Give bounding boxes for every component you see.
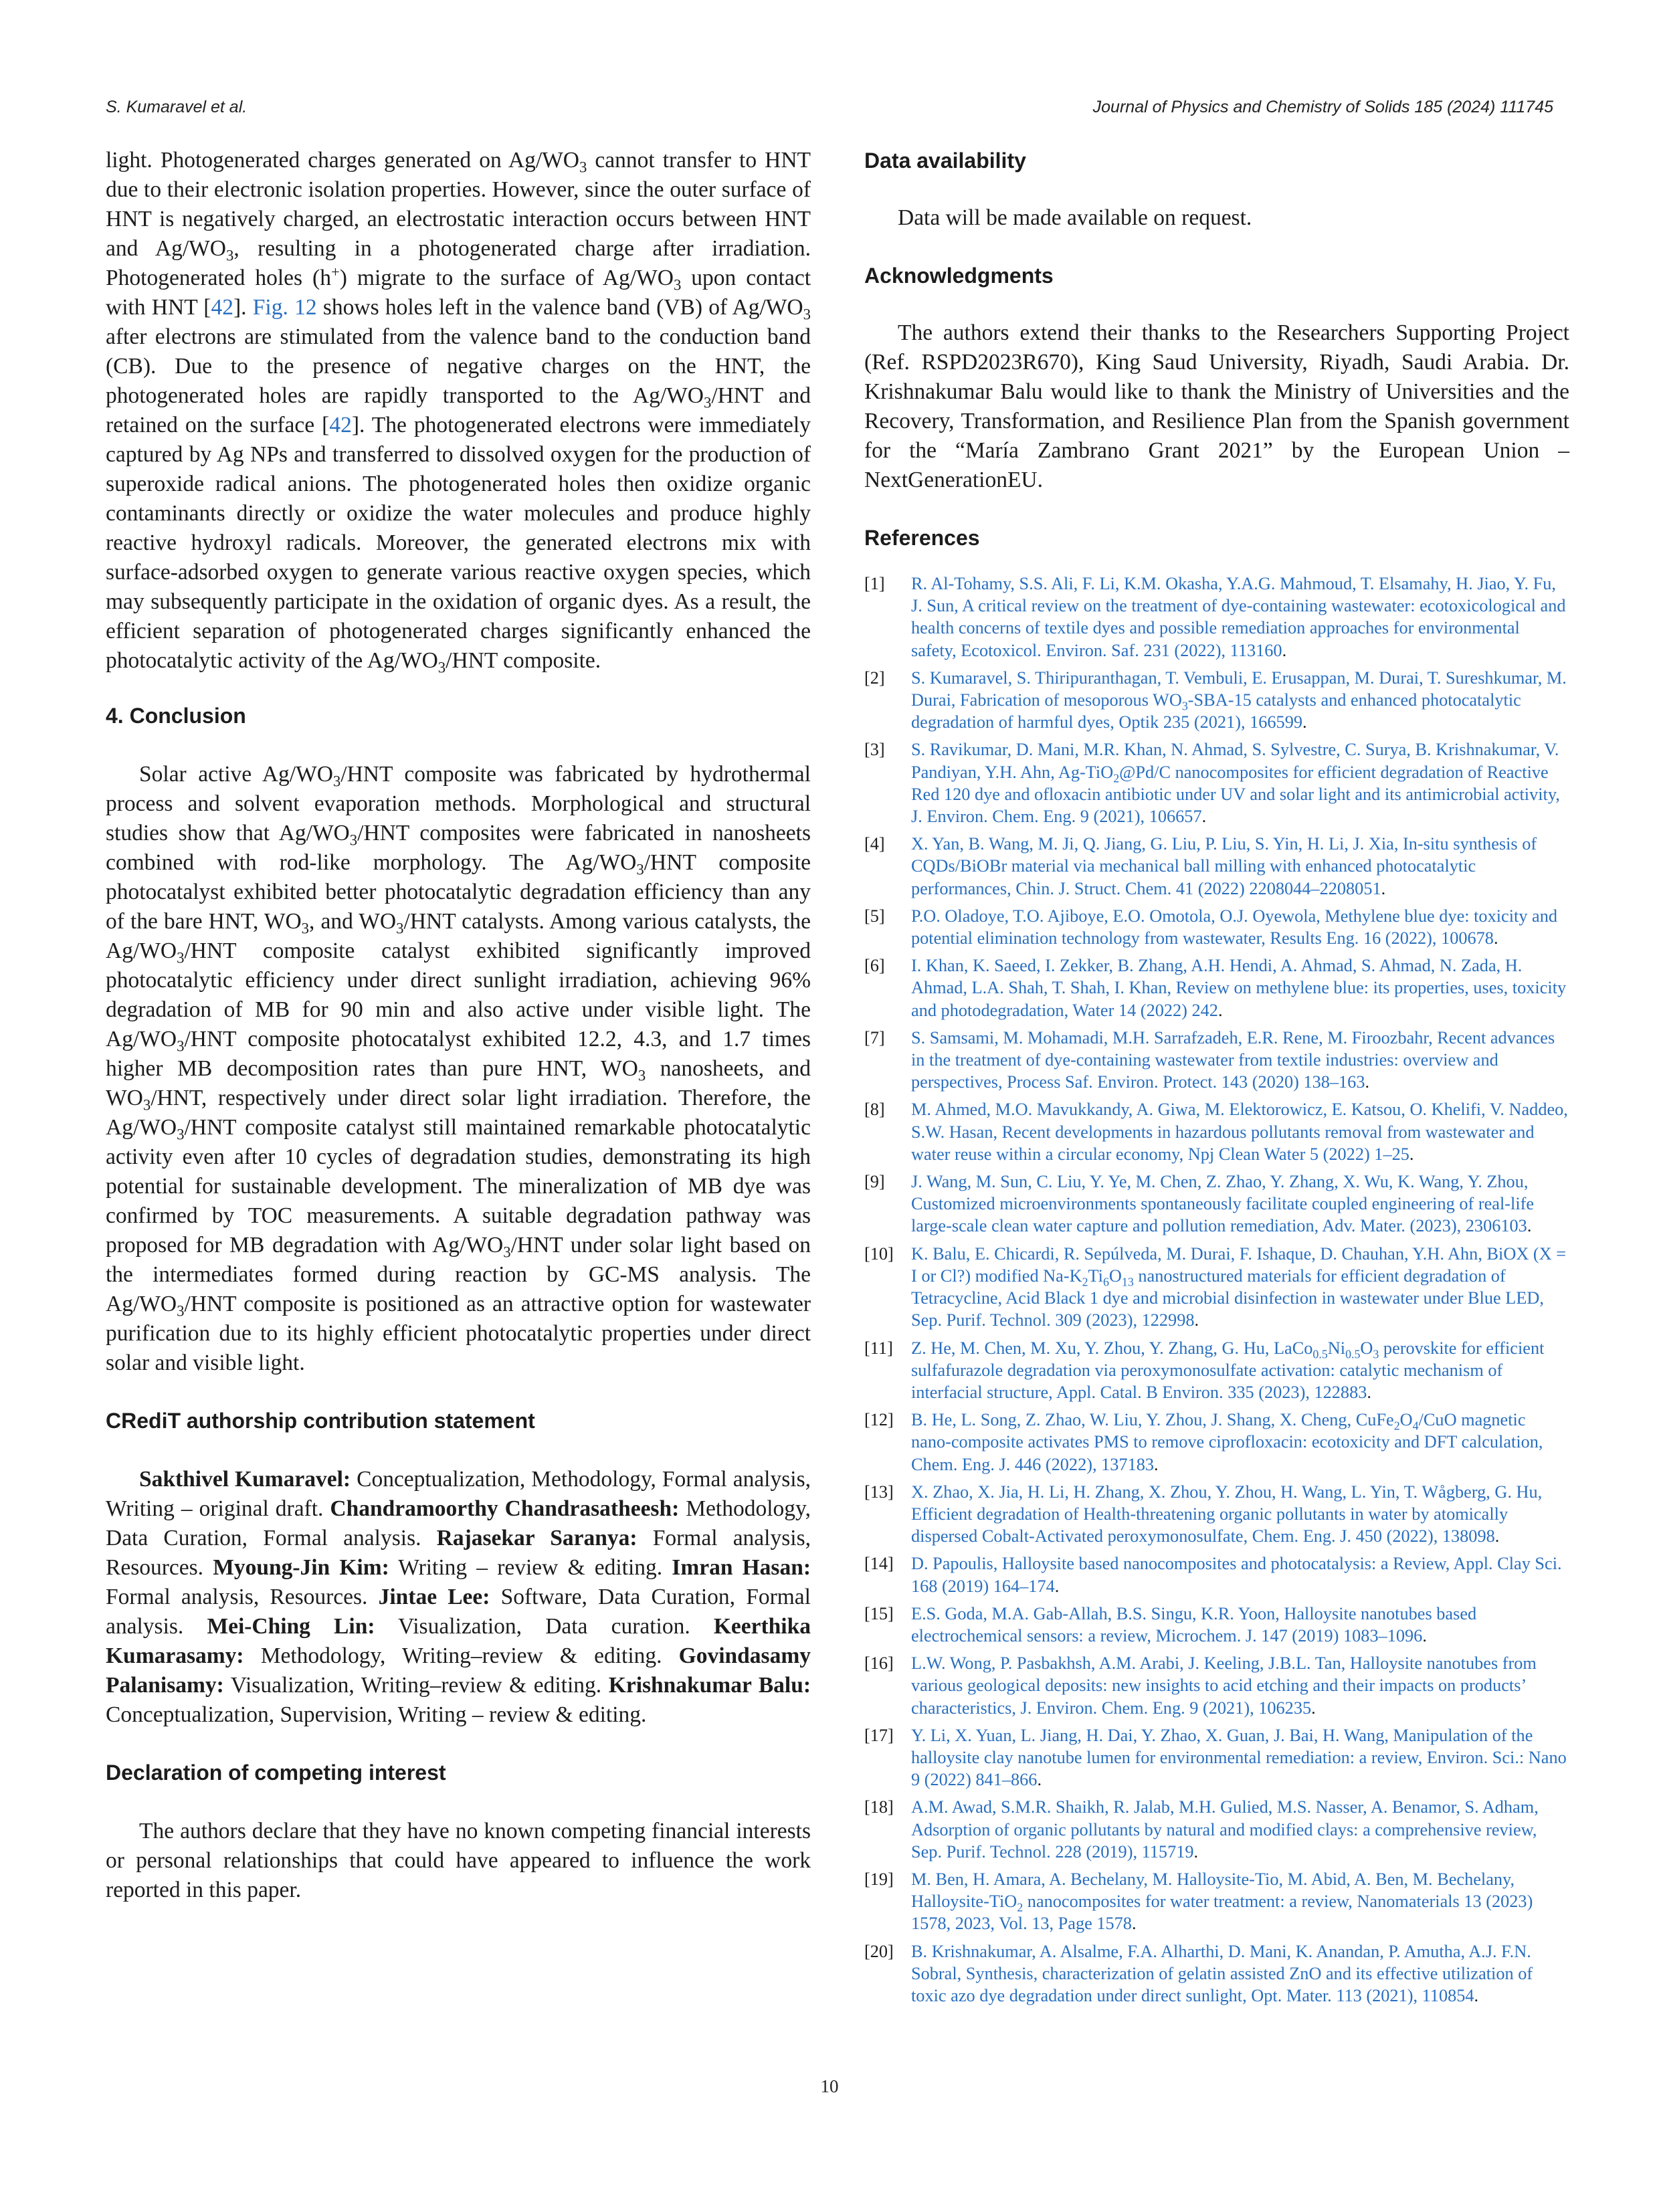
data-availability-paragraph: Data will be made available on request. bbox=[898, 205, 1252, 230]
acknowledgments-heading: Acknowledgments bbox=[864, 264, 1054, 288]
citation-link[interactable]: 42 bbox=[211, 295, 233, 320]
acknowledgments-paragraph: The authors extend their thanks to the Researchers Supporting Project (Ref. RSPD2023R670), King Saud University, Riyadh, Saudi Arabia. Dr. Krishnakumar Balu would like to thank the Ministry of Universities and the Recovery, Transformation, and Resilience Plan from the Spanish government for the “María Zambrano Grant 2021” by the European Union – NextGenerationEU. bbox=[864, 320, 1569, 492]
reference-item[interactable]: [18] A.M. Awad, S.M.R. Shaikh, R. Jalab, M.H. Gulied, M.S. Nasser, A. Benamor, S. Adham, Adsorption of organic pollutants by natural and modified clays: a comprehensive review, Sep. Purif. Technol. 228 (2019), 115719. bbox=[864, 1797, 1539, 1862]
data-availability-heading: Data availability bbox=[864, 148, 1026, 173]
references-heading: References bbox=[864, 526, 980, 550]
reference-item[interactable]: [20] B. Krishnakumar, A. Alsalme, F.A. Alharthi, D. Mani, K. Anandan, P. Amutha, A.J. F.N. Sobral, Synthesis, characterization of gelatin assisted ZnO and its effective utilization of toxic azo dye degradation under direct sunlight, Opt. Mater. 113 (2021), 110854. bbox=[864, 1941, 1533, 2005]
right-column bbox=[864, 146, 1569, 2012]
reference-item[interactable]: [10] K. Balu, E. Chicardi, R. Sepúlveda, M. Durai, F. Ishaque, D. Chauhan, Y.H. Ahn, BiOX (X = I or Cl?) modified $Na-K_2Ti_6O_{13}$ nanostructured materials for efficient degradation of Tetracycline, Acid Black 1 dye and microbial disinfection in wastewater under Blue LED, Sep. Purif. Technol. 309 (2023), 122998. bbox=[864, 1243, 1567, 1330]
reference-item[interactable]: [3] S. Ravikumar, D. Mani, M.R. Khan, N. Ahmad, S. Sylvestre, C. Surya, B. Krishnakumar, V. Pandiyan, Y.H. Ahn, Ag-TiO$_2$@Pd/C nanocomposites for efficient degradation of Reactive Red 120 dye and ofloxacin antibiotic under UV and solar light and its antimicrobial activity, J. Environ. Chem. Eng. 9 (2021), 106657. bbox=[864, 740, 1560, 827]
conclusion-paragraph: Solar active $Ag/WO_3$/HNT composite was fabricated by hydrothermal process and solvent evaporation methods. Morphological and structural studies show that $Ag/WO_3$/HNT composites were fabricated in nanosheets combined with rod-like morphology. The $Ag/WO_3$/HNT composite photocatalyst exhibited better photocatalytic degradation efficiency than any of the bare HNT, $WO_3$, and $WO_3$/HNT catalysts. Among various catalysts, the $Ag/WO_3$/HNT composite catalyst exhibited significantly improved photocatalytic efficiency under direct sunlight irradiation, achieving 96% degradation of MB for 90 min and also active under visible light. The $Ag/WO_3$/HNT composite photocatalyst exhibited 12.2, 4.3, and 1.7 times higher MB decomposition rates than pure HNT, $WO_3$ nanosheets, and $WO_3$/HNT, respectively under direct solar light irradiation. Therefore, the $Ag/WO_3$/HNT composite catalyst still maintained remarkable photocatalytic activity even after 10 cycles of degradation studies, demonstrating its high potential for sustainable development. The mineralization of MB dye was confirmed by TOC measurements. A suitable degradation pathway was proposed for MB degradation with $Ag/WO_3$/HNT under solar light based on the intermediates formed during reaction by GC-MS analysis. The $Ag/WO_3$/HNT composite is positioned as an attractive option for wastewater purification due to its highly efficient photocatalytic properties under direct solar and visible light. bbox=[106, 762, 811, 1375]
reference-item[interactable]: [13] X. Zhao, X. Jia, H. Li, H. Zhang, X. Zhou, Y. Zhou, H. Wang, L. Yin, T. Wågberg, G. Hu, Efficient degradation of Health-threatening organic pollutants in water by atomically dispersed Cobalt-Activated peroxymonosulfate, Chem. Eng. J. 450 (2022), 138098. bbox=[864, 1482, 1543, 1546]
reference-item[interactable]: [17] Y. Li, X. Yuan, L. Jiang, H. Dai, Y. Zhao, X. Guan, J. Bai, H. Wang, Manipulation of the halloysite clay nanotube lumen for environmental remediation: a review, Environ. Sci.: Nano 9 (2022) 841–866. bbox=[864, 1725, 1567, 1790]
reference-item[interactable]: [12] B. He, L. Song, Z. Zhao, W. Liu, Y. Zhou, J. Shang, X. Cheng, $CuFe_2O_4$/CuO magnetic nano-composite activates PMS to remove ciprofloxacin: ecotoxicity and DFT calculation, Chem. Eng. J. 446 (2022), 137183. bbox=[864, 1410, 1543, 1474]
page-number: 10 bbox=[820, 2076, 839, 2096]
mechanism-paragraph: light. Photogenerated charges generated on $Ag/WO_3$ cannot transfer to HNT due to their electronic isolation properties. However, since the outer surface of HNT is negatively charged, an electrostatic interaction occurs between HNT and $Ag/WO_3$, resulting in a photogenerated charge after irradiation. Photogenerated holes (h+) migrate to the surface of $Ag/WO_3$ upon contact with HNT [42]. Fig. 12 shows holes left in the valence band (VB) of $Ag/WO_3$ after electrons are stimulated from the valence band to the conduction band (CB). Due to the presence of negative charges on the HNT, the photogenerated holes are rapidly transported to the $Ag/WO_3$/HNT and retained on the surface [42]. The photogenerated electrons were immediately captured by Ag NPs and transferred to dissolved oxygen for the production of superoxide radical anions. The photogenerated holes then oxidize organic contaminants directly or oxidize the water molecules and produce highly reactive hydroxyl radicals. Moreover, the generated electrons mix with surface-adsorbed oxygen to generate various reactive oxygen species, which may subsequently participate in the oxidation of organic dyes. As a result, the efficient separation of photogenerated charges significantly enhanced the photocatalytic activity of the $Ag/WO_3$/HNT composite. bbox=[106, 148, 811, 676]
figure-link[interactable]: Fig. 12 bbox=[252, 295, 317, 320]
reference-item[interactable]: [11] Z. He, M. Chen, M. Xu, Y. Zhou, Y. Zhang, G. Hu, $LaCo_{0.5}Ni_{0.5}O_3$ perovskite for efficient sulfafurazole degradation via peroxymonosulfate activation: catalytic mechanism of interfacial structure, Appl. Catal. B Environ. 335 (2023), 122883. bbox=[864, 1338, 1545, 1402]
competing-interest-paragraph: The authors declare that they have no known competing financial interests or personal relationships that could have appeared to influence the work reported in this paper. bbox=[106, 1819, 811, 1902]
reference-item[interactable]: [7] S. Samsami, M. Mohamadi, M.H. Sarrafzadeh, E.R. Rene, M. Firoozbahr, Recent advances in the treatment of dye-containing wastewater from textile industries: overview and perspectives, Process Saf. Environ. Protect. 143 (2020) 138–163. bbox=[864, 1027, 1555, 1092]
left-column bbox=[106, 146, 811, 1905]
conclusion-heading: 4. Conclusion bbox=[106, 704, 246, 728]
competing-interest-heading: Declaration of competing interest bbox=[106, 1761, 446, 1785]
reference-item[interactable]: [15] E.S. Goda, M.A. Gab-Allah, B.S. Singu, K.R. Yoon, Halloysite nanotubes based electrochemical sensors: a review, Microchem. J. 147 (2019) 1083–1096. bbox=[864, 1603, 1477, 1645]
reference-list bbox=[864, 573, 1569, 2007]
reference-item[interactable]: [19] M. Ben, H. Amara, A. Bechelany, M. Halloysite-Tio, M. Abid, A. Ben, M. Bechelany, Halloysite-TiO$_2$ nanocomposites for water treatment: a review, Nanomaterials 13 (2023) 1578, 2023, Vol. 13, Page 1578. bbox=[864, 1869, 1533, 1934]
reference-item[interactable]: [2] S. Kumaravel, S. Thiripuranthagan, T. Vembuli, E. Erusappan, M. Durai, T. Sureshkumar, M. Durai, Fabrication of mesoporous $WO_3-SBA-15$ catalysts and enhanced photocatalytic degradation of harmful dyes, Optik 235 (2021), 166599. bbox=[864, 668, 1567, 732]
reference-item[interactable]: [5] P.O. Oladoye, T.O. Ajiboye, E.O. Omotola, O.J. Oyewola, Methylene blue dye: toxicity and potential elimination technology from wastewater, Results Eng. 16 (2022), 100678. bbox=[864, 906, 1558, 948]
reference-item[interactable]: [16] L.W. Wong, P. Pasbakhsh, A.M. Arabi, J. Keeling, J.B.L. Tan, Halloysite nanotubes from various geological deposits: new insights to acid etching and their impacts on products’ characteristics, J. Environ. Chem. Eng. 9 (2021), 106235. bbox=[864, 1653, 1537, 1718]
reference-item[interactable]: [9] J. Wang, M. Sun, C. Liu, Y. Ye, M. Chen, Z. Zhao, Y. Zhang, X. Wu, K. Wang, Y. Zhou, Customized microenvironments spontaneously facilitate coupled engineering of real-life large-scale clean water capture and pollution remediation, Adv. Mater. (2023), 2306103. bbox=[864, 1172, 1535, 1236]
reference-item[interactable]: [6] I. Khan, K. Saeed, I. Zekker, B. Zhang, A.H. Hendi, A. Ahmad, S. Ahmad, N. Zada, H. Ahmad, L.A. Shah, T. Shah, I. Khan, Review on methylene blue: its properties, uses, toxicity and photodegradation, Water 14 (2022) 242. bbox=[864, 956, 1567, 1020]
credit-paragraph: Sakthivel Kumaravel: Conceptualization, Methodology, Formal analysis, Writing – original draft. Chandramoorthy Chandrasatheesh: Methodology, Data Curation, Formal analysis. Rajasekar Saranya: Formal analysis, Resources. Myoung-Jin Kim: Writing – review & editing. Imran Hasan: Formal analysis, Resources. Jintae Lee: Software, Data Curation, Formal analysis. Mei-Ching Lin: Visualization, Data curation. Keerthika Kumarasamy: Methodology, Writing–review & editing. Govindasamy Palanisamy: Visualization, Writing–review & editing. Krishnakumar Balu: Conceptualization, Supervision, Writing – review & editing. bbox=[106, 1467, 811, 1727]
reference-item[interactable]: [8] M. Ahmed, M.O. Mavukkandy, A. Giwa, M. Elektorowicz, E. Katsou, O. Khelifi, V. Naddeo, S.W. Hasan, Recent developments in hazardous pollutants removal from wastewater and water reuse within a circular economy, Npj Clean Water 5 (2022) 1–25. bbox=[864, 1100, 1568, 1164]
header-journal: Journal of Physics and Chemistry of Solids 185 (2024) 111745 bbox=[1092, 98, 1553, 116]
citation-link[interactable]: 42 bbox=[329, 413, 352, 437]
reference-item[interactable]: [1] R. Al-Tohamy, S.S. Ali, F. Li, K.M. Okasha, Y.A.G. Mahmoud, T. Elsamahy, H. Jiao, Y. Fu, J. Sun, A critical review on the treatment of dye-containing wastewater: ecotoxicological and health concerns of textile dyes and possible remediation approaches for environmental safety, Ecotoxicol. Environ. Saf. 231 (2022), 113160. bbox=[864, 574, 1566, 660]
credit-heading: CRediT authorship contribution statement bbox=[106, 1409, 535, 1433]
reference-item[interactable]: [4] X. Yan, B. Wang, M. Ji, Q. Jiang, G. Liu, P. Liu, S. Yin, H. Li, J. Xia, In-situ synthesis of CQDs/BiOBr material via mechanical ball milling with enhanced photocatalytic performances, Chin. J. Struct. Chem. 41 (2022) 2208044–2208051. bbox=[864, 834, 1537, 898]
header-authors: S. Kumaravel et al. bbox=[106, 98, 248, 116]
reference-item[interactable]: [14] D. Papoulis, Halloysite based nanocomposites and photocatalysis: a Review, Appl. Clay Sci. 168 (2019) 164–174. bbox=[864, 1554, 1562, 1596]
